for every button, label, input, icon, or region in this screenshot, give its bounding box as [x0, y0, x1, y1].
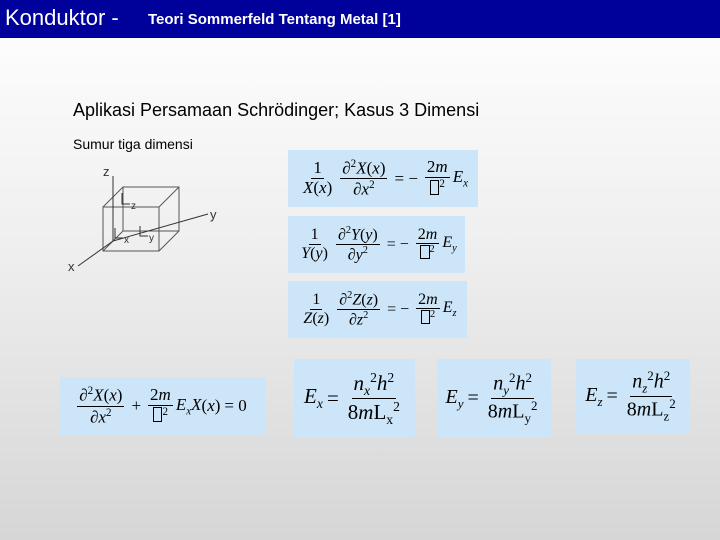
energy-y: $E_y$ = $\frac{n_y^2h^2}{8mL_y^2}$ [437, 359, 551, 438]
box-front-face [103, 207, 159, 251]
dim-lx-label: x [124, 235, 129, 246]
equation-x: $\frac{1}{X(x)}$ $\frac{\partial^2X(x)}{\partial x^2}$ = − $\frac{2m}{^2}$ $E_x$ [288, 150, 478, 207]
potential-well-diagram [60, 156, 230, 276]
axis-x-label: x [68, 259, 75, 274]
x-axis [78, 241, 113, 266]
dim-ly-label: y [149, 233, 154, 244]
equation-z: $\frac{1}{Z(z)}$ $\frac{\partial^2Z(z)}{\partial z^2}$ = − $\frac{2m}{^2}$ $E_z$ [288, 281, 467, 338]
dim-lz-label: z [131, 201, 136, 212]
energy-z: $E_z$ = $\frac{n_z^2h^2}{8mL_z^2}$ [576, 359, 690, 434]
axis-z-label: z [103, 164, 110, 179]
energy-x: $E_x$ = $\frac{n_x^2h^2}{8mL_x^2}$ [294, 359, 415, 438]
title-bar [0, 0, 720, 38]
well-label: Sumur tiga dimensi [73, 136, 193, 152]
section-heading: Aplikasi Persamaan Schrödinger; Kasus 3 Dimensi [73, 100, 480, 120]
axis-y-label: y [210, 207, 217, 222]
slide-title: Konduktor - [5, 5, 119, 30]
equation-y: $\frac{1}{Y(y)}$ $\frac{\partial^2Y(y)}{\partial y^2}$ = − $\frac{2m}{^2}$ $E_y$ [288, 216, 465, 273]
equation-combined: $\frac{\partial^2X(x)}{\partial x^2}$ + $\frac{2m}{^2}$ $E_xX$ ( x ) = 0 [60, 377, 265, 435]
slide-subtitle: Teori Sommerfeld Tentang Metal [1] [148, 11, 401, 28]
